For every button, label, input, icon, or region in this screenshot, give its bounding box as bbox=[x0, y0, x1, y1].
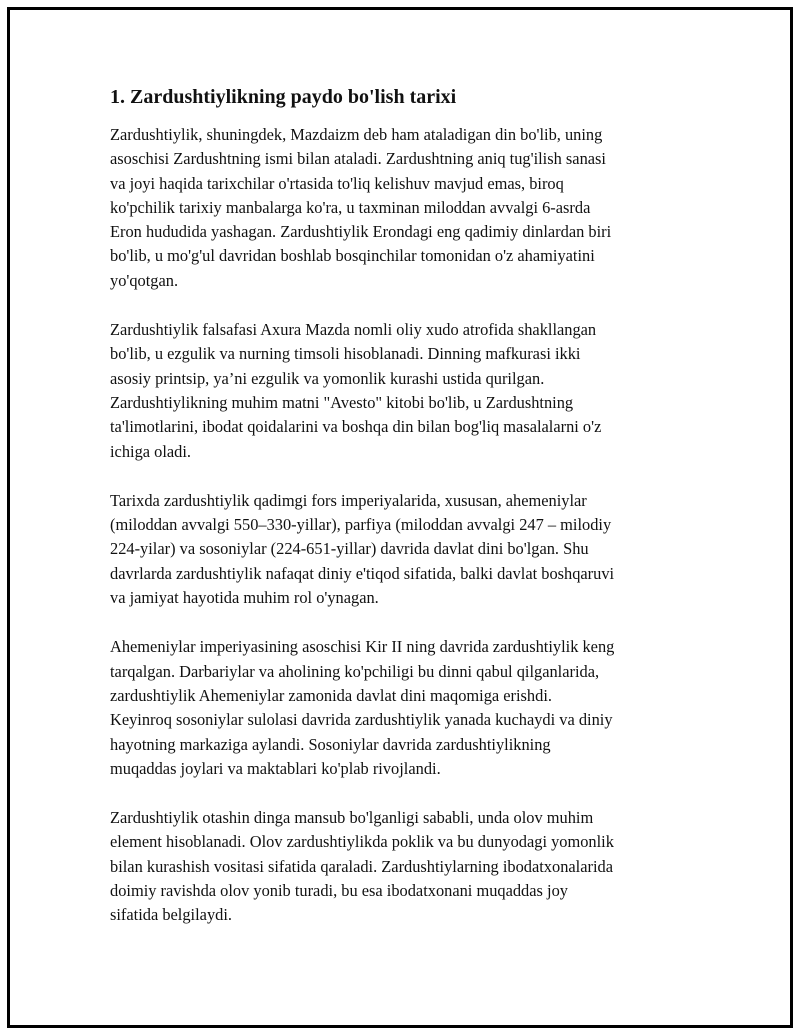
document-body bbox=[110, 83, 690, 953]
paragraph-history-origin: Zardushtiylik, shuningdek, Mazdaizm deb ham ataladigan din bo'lib, uning asoschisi Zardushtning ismi bilan ataladi. Zardushtning aniq tug'ilish sanasi va joyi haqida tarixchilar o'rtasida to'liq kelishuv mavjud emas, biroq ko'pchilik tarixiy manbalarga ko'ra, u taxminan miloddan avvalgi 6-asrda Eron hududida yashagan. Zardushtiylik Erondagi eng qadimiy dinlardan biri bo'lib, u mo'g'ul davridan boshlab bosqinchilar tomonidan o'z ahamiyatini yo'qotgan. bbox=[110, 125, 612, 290]
paragraph-achaemenid: Ahemeniylar imperiyasining asoschisi Kir II ning davrida zardushtiylik keng tarqalgan. Darbariylar va aholining ko'pchiligi bu dinni qabul qilganlarida, zardushtiylik Ahemeniylar zamonida davlat dini maqomiga erishdi. Keyinroq sosoniylar sulolasi davrida zardushtiylik yanada kuchaydi va diniy hayotning markaziga aylandi. Sosoniylar davrida zardushtiylikning muqaddas joylari va maktablari ko'plab rivojlandi. bbox=[110, 637, 615, 778]
section-heading: 1. Zardushtiylikning paydo bo'lish tarixi bbox=[110, 86, 457, 108]
paragraph-state-religion: Tarixda zardushtiylik qadimgi fors imperiyalarida, xususan, ahemeniylar (miloddan avvalgi 550–330-yillar), parfiya (miloddan avvalgi 247 – milodiy 224-yilar) va sosoniylar (224-651-yillar) davrida davlat dini bo'lgan. Shu davrlarda zardushtiylik nafaqat diniy e'tiqod sifatida, balki davlat boshqaruvi va jamiyat hayotida muhim rol o'ynagan. bbox=[110, 490, 615, 608]
paragraph-fire: Zardushtiylik otashin dinga mansub bo'lganligi sababli, unda olov muhim element hisoblanadi. Olov zardushtiylikda poklik va bu dunyodagi yomonlik bilan kurashish vositasi sifatida qaraladi. Zardushtiylarning ibodatxonalarida doimiy ravishda olov yonib turadi, bu esa ibodatxonani muqaddas joy sifatida belgilaydi. bbox=[110, 808, 614, 925]
paragraph-philosophy: Zardushtiylik falsafasi Axura Mazda nomli oliy xudo atrofida shakllangan bo'lib, u ezgulik va nurning timsoli hisoblanadi. Dinning mafkurasi ikki asosiy printsip, ya’ni ezgulik va yomonlik kurashi ustida qurilgan. Zardushtiylikning muhim matni "Avesto" kitobi bo'lib, u Zardushtning ta'limotlarini, ibodat qoidalarini va boshqa din bilan bog'liq masalalarni o'z ichiga oladi. bbox=[110, 320, 602, 461]
